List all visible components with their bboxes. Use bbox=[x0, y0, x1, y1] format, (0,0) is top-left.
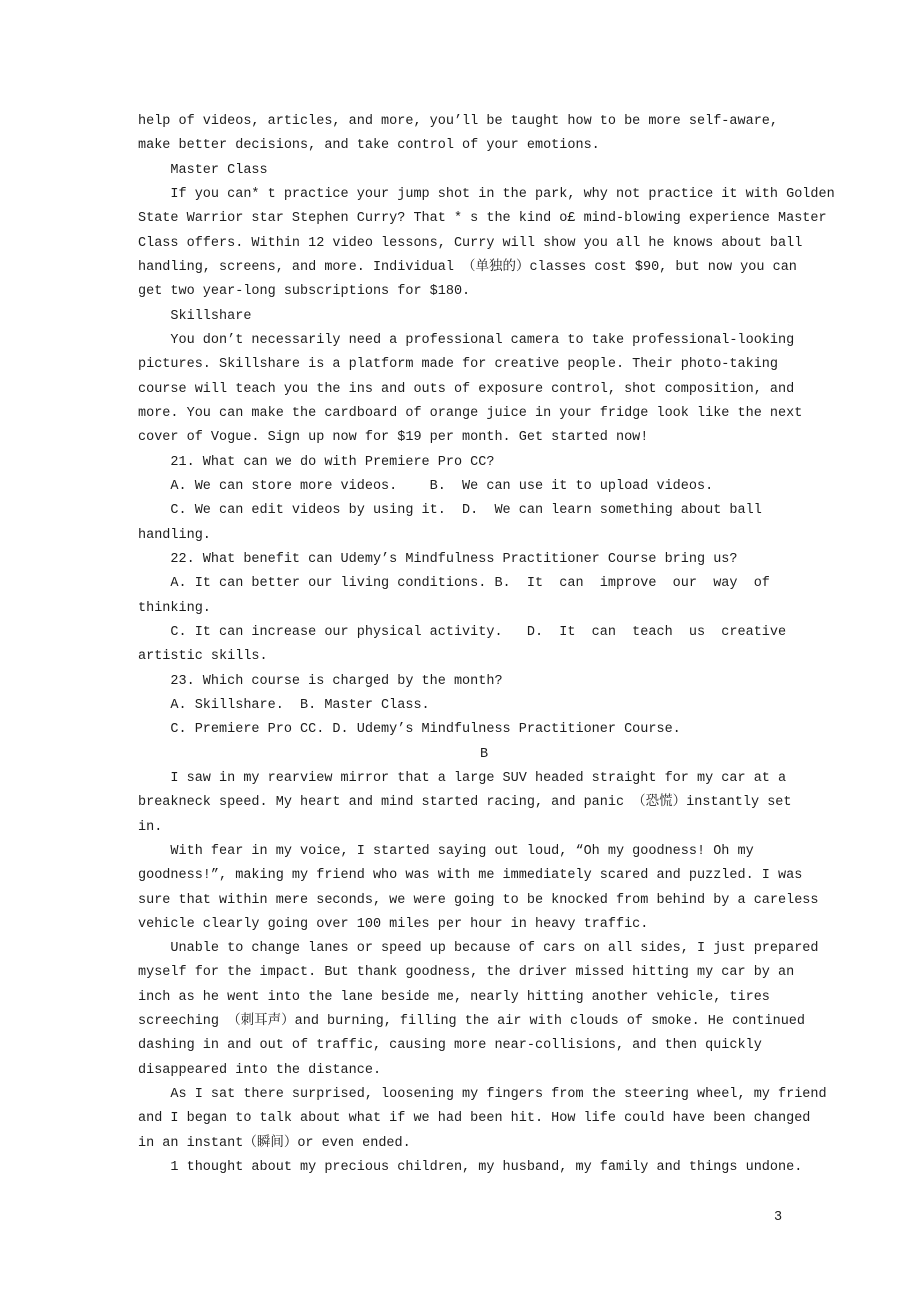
question-21-line: 21. What can we do with Premiere Pro CC? bbox=[138, 454, 495, 470]
question-22-options-cd: artistic skills. bbox=[138, 649, 268, 665]
question-21-options-ab: A. We can store more videos. B. We can use it to upload videos. bbox=[138, 478, 714, 494]
paragraph-skillshare-line: course will teach you the ins and outs of exposure control, shot composition, and bbox=[138, 381, 795, 397]
passage-b-para-4-line: and I began to talk about what if we had been hit. How life could have been changed bbox=[138, 1111, 811, 1127]
passage-b-para-2-line: sure that within mere seconds, we were going to be knocked from behind by a careless bbox=[138, 892, 819, 908]
passage-b-para-2-line: vehicle clearly going over 100 miles per hour in heavy traffic. bbox=[138, 916, 649, 932]
passage-b-para-3-line: disappeared into the distance. bbox=[138, 1062, 382, 1078]
passage-b-para-3-line: dashing in and out of traffic, causing more near-collisions, and then quickly bbox=[138, 1038, 762, 1054]
paragraph-master-class-line: Class offers. Within 12 video lessons, Curry will show you all he knows about ball bbox=[138, 235, 803, 251]
passage-b-para-3-line: Unable to change lanes or speed up because of cars on all sides, I just prepared bbox=[138, 941, 819, 957]
question-22-options-ab: A. It can better our living conditions. B. It can improve our way of bbox=[138, 576, 770, 592]
passage-b-para-3-line: inch as he went into the lane beside me, nearly hitting another vehicle, tires bbox=[138, 989, 770, 1005]
question-21-options-cd: handling. bbox=[138, 527, 211, 543]
question-22-line: 22. What benefit can Udemy’s Mindfulness Practitioner Course bring us? bbox=[138, 551, 738, 567]
passage-b-para-1-line: breakneck speed. My heart and mind started racing, and panic （恐慌）instantly set bbox=[138, 795, 792, 811]
passage-b-para-1-line: in. bbox=[138, 819, 163, 835]
passage-b-para-2-line: With fear in my voice, I started saying out loud, “Oh my goodness! Oh my bbox=[138, 843, 754, 859]
paragraph-udemy-tail-line: help of videos, articles, and more, you’ll be taught how to be more self-aware, bbox=[138, 114, 779, 129]
question-22-options-ab: thinking. bbox=[138, 600, 211, 616]
paragraph-skillshare-line: more. You can make the cardboard of orange juice in your fridge look like the next bbox=[138, 405, 803, 421]
passage-b-para-3-line: myself for the impact. But thank goodness, the driver missed hitting my car by an bbox=[138, 965, 795, 981]
page-number: 3 bbox=[773, 1210, 783, 1225]
document-page bbox=[138, 110, 835, 1180]
paragraph-skillshare-line: cover of Vogue. Sign up now for $19 per month. Get started now! bbox=[138, 430, 649, 446]
heading-master-class: Master Class bbox=[138, 162, 268, 178]
question-23-line: 23. Which course is charged by the month? bbox=[138, 673, 503, 689]
paragraph-udemy-tail-line: make better decisions, and take control of your emotions. bbox=[138, 138, 600, 154]
passage-b-para-1-line: I saw in my rearview mirror that a large SUV headed straight for my car at a bbox=[138, 770, 787, 786]
question-23-options-ab: A. Skillshare. B. Master Class. bbox=[138, 697, 430, 713]
paragraph-master-class-line: State Warrior star Stephen Curry? That * s the kind o£ mind-blowing experience Master bbox=[138, 211, 827, 227]
paragraph-skillshare-line: pictures. Skillshare is a platform made for creative people. Their photo-taking bbox=[138, 357, 779, 373]
heading-skillshare: Skillshare bbox=[138, 308, 252, 324]
question-22-options-cd: C. It can increase our physical activity. D. It can teach us creative bbox=[138, 624, 787, 640]
paragraph-master-class-line: get two year-long subscriptions for $180. bbox=[138, 284, 471, 300]
paragraph-master-class-line: If you can* t practice your jump shot in the park, why not practice it with Golden bbox=[138, 186, 835, 202]
passage-b-para-2-line: goodness!”, making my friend who was with me immediately scared and puzzled. I was bbox=[138, 868, 803, 884]
question-23-options-cd: C. Premiere Pro CC. D. Udemy’s Mindfulness Practitioner Course. bbox=[138, 722, 681, 738]
question-21-options-cd: C. We can edit videos by using it. D. We can learn something about ball bbox=[138, 503, 762, 519]
section-b-label: B bbox=[479, 746, 489, 762]
paragraph-master-class-line: handling, screens, and more. Individual （单独的）classes cost $90, but now you can bbox=[138, 259, 797, 275]
passage-b-para-5-line: 1 thought about my precious children, my husband, my family and things undone. bbox=[138, 1160, 803, 1176]
passage-b-para-4-line: in an instant（瞬间）or even ended. bbox=[138, 1135, 411, 1151]
passage-b-para-4-line: As I sat there surprised, loosening my fingers from the steering wheel, my friend bbox=[138, 1087, 827, 1103]
paragraph-skillshare-line: You don’t necessarily need a professional camera to take professional-looking bbox=[138, 332, 795, 348]
passage-b-para-3-line: screeching （刺耳声）and burning, filling the air with clouds of smoke. He continued bbox=[138, 1014, 805, 1030]
